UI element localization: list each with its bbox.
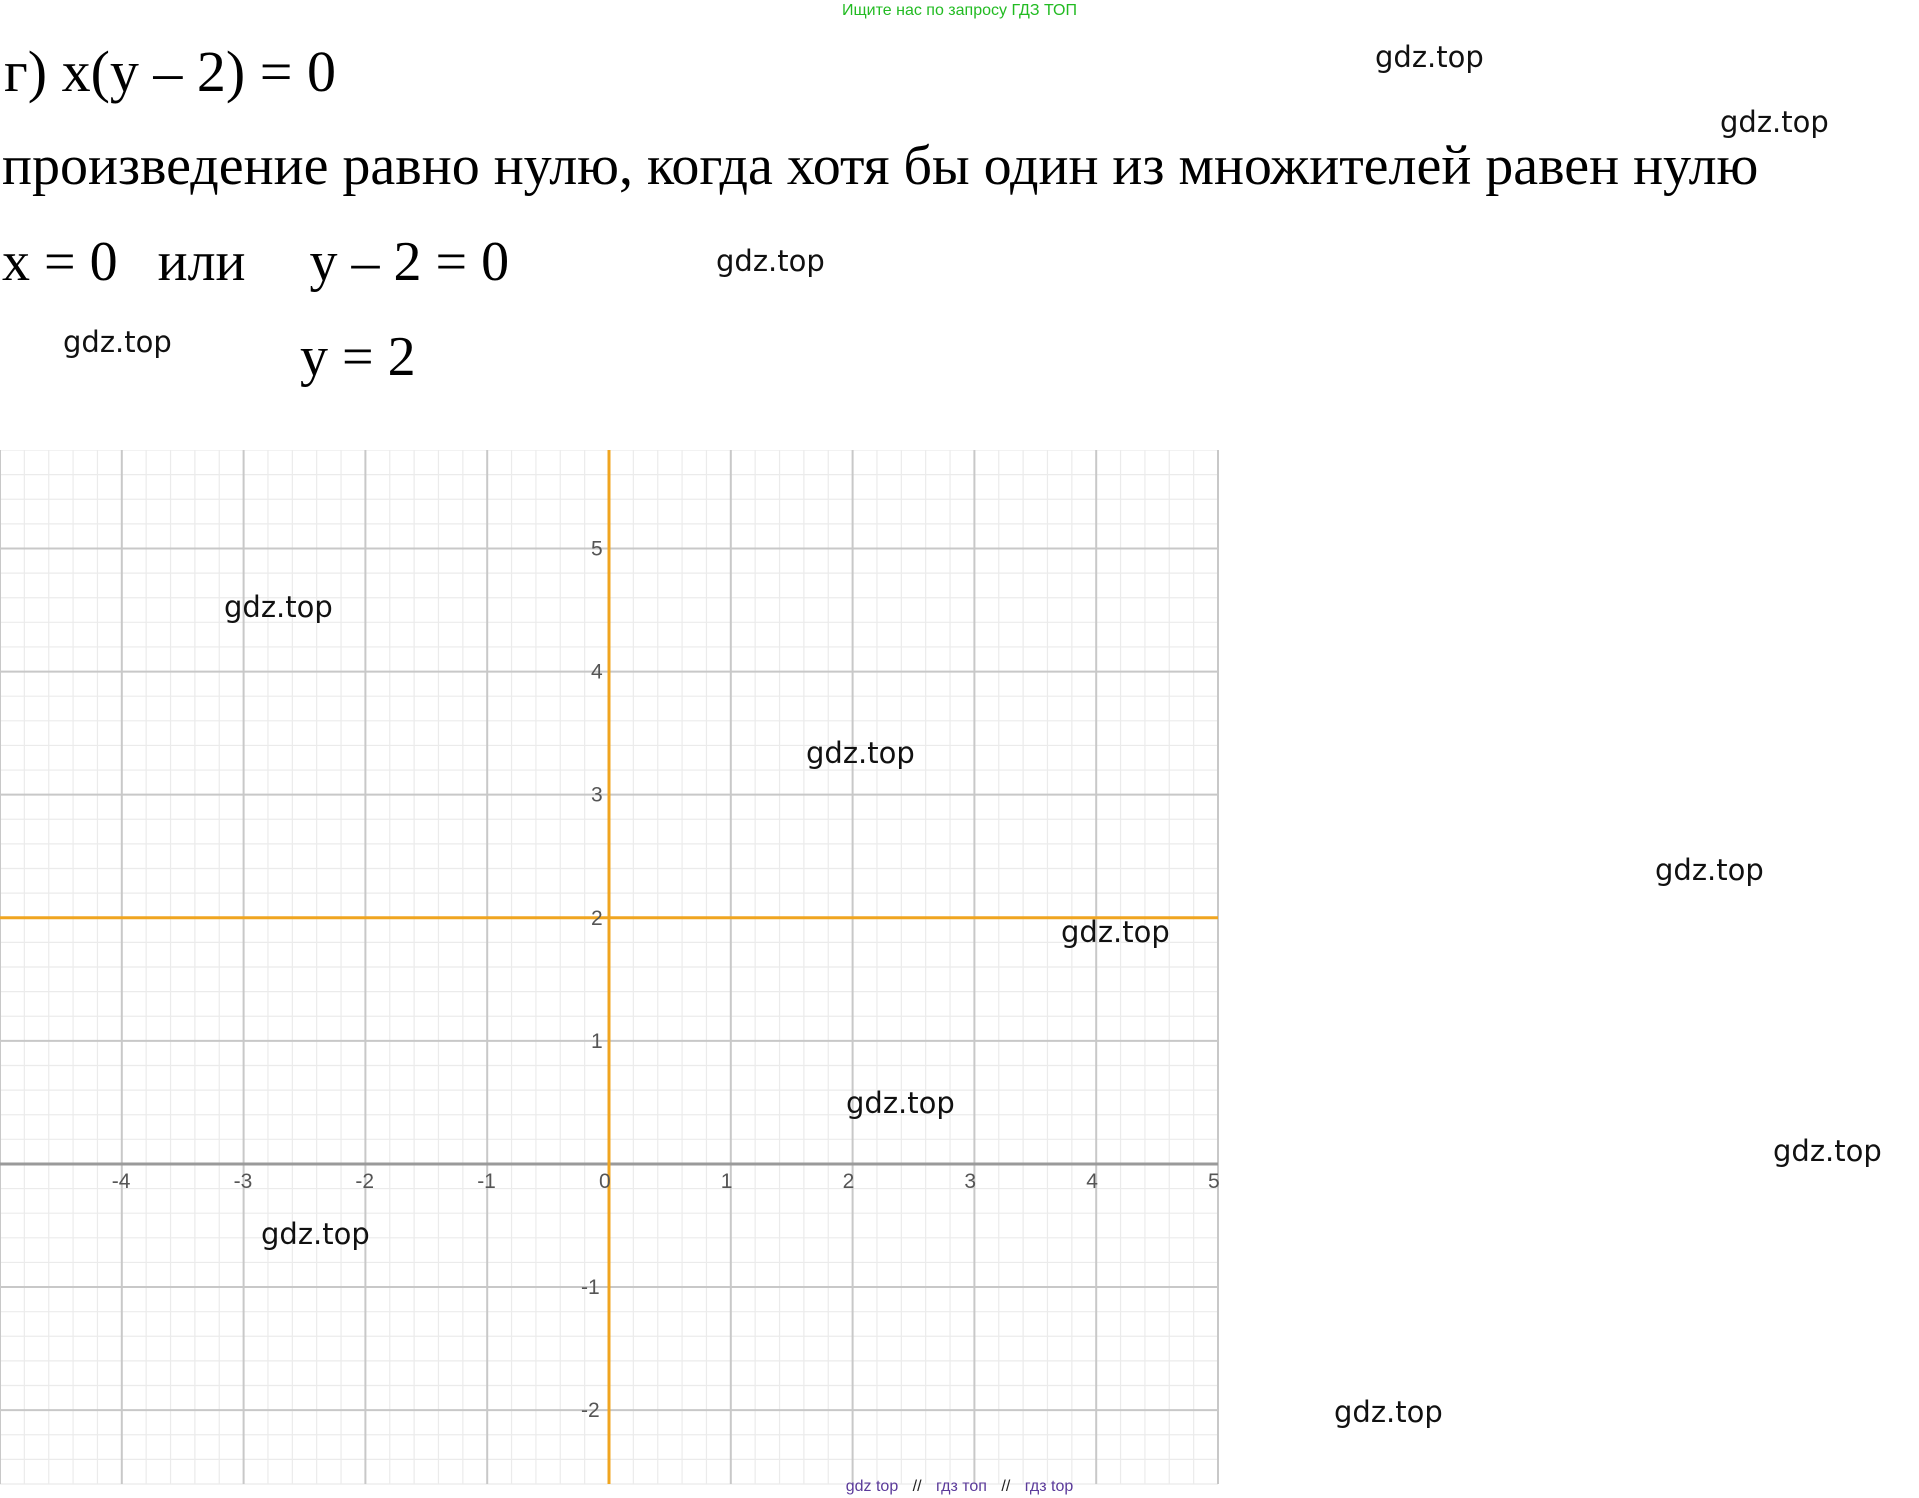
y-tick-label: 2 — [591, 906, 603, 930]
y-tick-label: 4 — [591, 660, 603, 684]
footer-link-gdz-top[interactable]: gdz top — [845, 1478, 899, 1495]
x-tick-label: 3 — [964, 1169, 977, 1193]
watermark: gdz.top — [1334, 1395, 1443, 1429]
case-y-minus-two: y – 2 = 0 — [309, 231, 510, 293]
equation-line: г) x(y – 2) = 0 — [4, 39, 336, 104]
watermark: gdz.top — [1061, 915, 1170, 949]
y-tick-label: -1 — [581, 1276, 600, 1300]
x-tick-label: -2 — [355, 1169, 375, 1193]
x-tick-label: -1 — [477, 1169, 496, 1193]
watermark: gdz.top — [716, 244, 825, 278]
footer-separator: // — [912, 1478, 922, 1495]
case-line — [2, 230, 509, 294]
watermark: gdz.top — [63, 325, 172, 359]
x-tick-label: 1 — [720, 1169, 733, 1193]
watermark: gdz.top — [1773, 1134, 1882, 1168]
watermark: gdz.top — [1655, 853, 1764, 887]
watermark: gdz.top — [806, 736, 915, 770]
case-x-zero: x = 0 — [2, 231, 118, 293]
y-tick-label: 5 — [591, 537, 603, 561]
case-or: или — [157, 231, 246, 293]
y-tick-label: 3 — [591, 783, 603, 807]
top-banner[interactable] — [0, 0, 1919, 22]
explanation-line: произведение равно нулю, когда хотя бы один из множителей равен нулю — [2, 135, 1759, 197]
y-tick-label: 1 — [591, 1029, 603, 1053]
watermark: gdz.top — [846, 1086, 955, 1120]
x-tick-label: -4 — [111, 1169, 131, 1193]
watermark: gdz.top — [261, 1217, 370, 1251]
y-tick-label: -2 — [581, 1399, 600, 1423]
result-line: y = 2 — [300, 326, 416, 388]
x-tick-label: 5 — [1208, 1169, 1220, 1193]
x-tick-label: 2 — [842, 1169, 855, 1193]
footer-link-gdz-top-mixed[interactable]: гдз top — [1024, 1478, 1074, 1495]
coordinate-chart — [0, 450, 1230, 1490]
footer-link-gdz-top-ru[interactable]: гдз топ — [936, 1478, 987, 1495]
footer-separator: // — [1001, 1478, 1011, 1495]
footer-links — [0, 1477, 1919, 1497]
x-tick-label: -3 — [233, 1169, 253, 1193]
watermark: gdz.top — [1375, 40, 1484, 74]
x-tick-label: 0 — [599, 1169, 611, 1193]
watermark: gdz.top — [224, 590, 333, 624]
banner-text[interactable]: Ищите нас по запросу ГДЗ ТОП — [842, 2, 1077, 19]
watermark: gdz.top — [1720, 105, 1829, 139]
x-tick-label: 4 — [1086, 1169, 1098, 1193]
